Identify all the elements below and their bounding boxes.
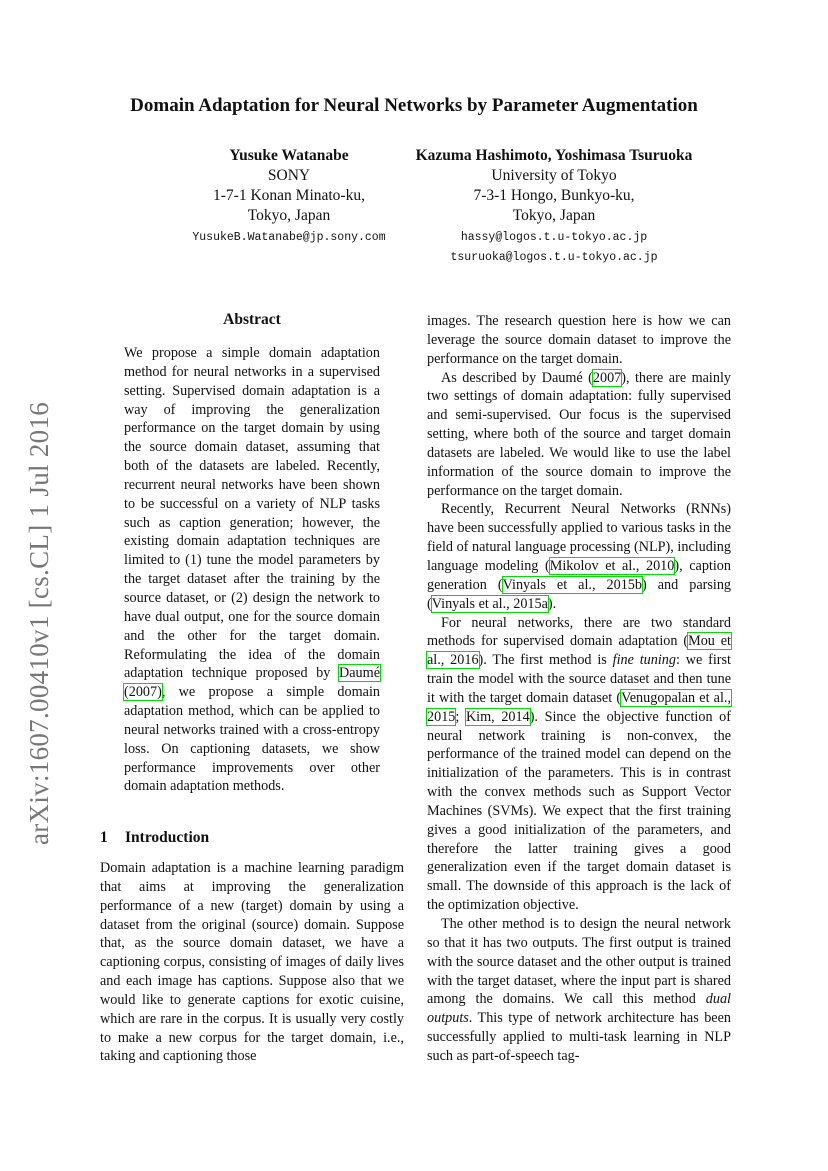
text-run: . This type of network architecture has been successfully applied to multi-task learning in NLP such as part-of-speech tag-: [427, 1010, 731, 1064]
text-run: ;: [455, 708, 466, 725]
text-run: , we propose a simple domain adaptation method, which can be applied to neural networks trained with a cross-entropy loss. On captioning datasets, we show performance improvements over other domain adaptation methods.: [124, 684, 380, 795]
citation-link[interactable]: Vinyals et al., 2015b: [502, 576, 642, 593]
emphasis: dual outputs: [427, 991, 731, 1027]
text-run: We propose a simple domain adaptation method for neural networks in a supervised setting. Supervised domain adaptation is a way of improving the generalization performance on the target domain by using the source domain dataset, assuming that both of the datasets are labeled. Recently, recurrent neural networks have been shown to be successful on a variety of NLP tasks such as caption generation; however, the existing domain adaptation techniques are limited to (1) tune the model parameters by the target dataset after the training by the source dataset, or (2) design the network to have dual output, one for the source domain and the other for the target domain. Reformulating the idea of the domain adaptation technique proposed by: [124, 345, 380, 682]
section-title: Introduction: [125, 829, 210, 846]
text-run: ). The first method is: [478, 652, 613, 669]
text-run: ) and parsing (: [427, 576, 732, 612]
author-address: 7-3-1 Hongo, Bunkyo-ku,: [473, 187, 635, 204]
text-run: ), there are mainly two settings of domain adaptation: fully supervised and semi-supervised. Our focus is the supervised setting, where both of the source and target domain datasets are labeled. We would like to use the label information of the source domain to improve the performance on the target domain.: [427, 369, 731, 499]
author-city: Tokyo, Japan: [247, 207, 331, 224]
author-city: Tokyo, Japan: [512, 207, 596, 224]
emphasis: fine tuning: [612, 652, 676, 669]
abstract-text: [124, 344, 380, 796]
intro-paragraph: [100, 859, 404, 1066]
author-block-1: [168, 146, 410, 248]
right-column: [427, 312, 731, 1066]
citation-link[interactable]: Daumé (2007): [124, 665, 380, 701]
paragraph: [427, 369, 731, 501]
author-affiliation: University of Tokyo: [491, 167, 617, 184]
author-name: Kazuma Hashimoto, Yoshimasa Tsuruoka: [415, 147, 693, 164]
paragraph: images. The research question here is how we can leverage the source domain dataset to improve the performance on the target domain.: [427, 313, 731, 367]
text-run: For neural networks, there are two standard methods for supervised domain adaptation (: [427, 614, 731, 650]
citation-link[interactable]: Vinyals et al., 2015a: [431, 595, 548, 612]
author-email: YusukeB.Watanabe@jp.sony.com: [192, 231, 386, 244]
author-email: hassy@logos.t.u-tokyo.ac.jp: [460, 231, 648, 244]
text-run: ).: [547, 595, 557, 612]
abstract-heading: Abstract: [223, 311, 281, 328]
author-block-2: [400, 146, 708, 268]
text-run: As described by Daumé (: [441, 369, 593, 386]
citation-link[interactable]: Mou et al., 2016: [427, 633, 731, 669]
citation-link[interactable]: Mikolov et al., 2010: [549, 557, 675, 574]
paragraph: [427, 500, 731, 613]
citation-link[interactable]: Kim, 2014: [465, 708, 530, 725]
paper-title: Domain Adaptation for Neural Networks by Parameter Augmentation: [130, 95, 698, 116]
section-heading: [100, 829, 209, 847]
arxiv-identifier: arXiv:1607.00410v1 [cs.CL] 1 Jul 2016: [24, 401, 54, 845]
text-run: ), caption generation (: [427, 557, 731, 593]
citation-link[interactable]: Venugopalan et al., 2015: [427, 689, 732, 725]
citation-link[interactable]: 2007: [592, 369, 622, 386]
author-affiliation: SONY: [267, 167, 311, 184]
author-name: Yusuke Watanabe: [229, 147, 349, 164]
text-run: : we first train the model with the source dataset and then tune it with the target domain dataset (: [427, 652, 731, 706]
author-email: tsuruoka@logos.t.u-tokyo.ac.jp: [450, 251, 658, 264]
text-run: Recently, Recurrent Neural Networks (RNNs) have been successfully applied to various tasks in the field of natural language processing (NLP), including language modeling (: [427, 501, 731, 574]
paragraph: [427, 915, 731, 1066]
paragraph: [427, 614, 731, 916]
paragraph: Domain adaptation is a machine learning paradigm that aims at improving the generalization performance of a new (target) domain by using a dataset from the original (source) domain. Suppose that, as the source domain dataset, we have a captioning corpus, consisting of images of daily lives and each image has captions. Suppose also that we would like to generate captions for exotic cuisine, which are rare in the corpus. It is usually very costly to make a new corpus for the target domain, i.e., taking and captioning those: [100, 860, 404, 1065]
author-address: 1-7-1 Konan Minato-ku,: [213, 187, 365, 204]
section-number: 1: [100, 829, 108, 846]
text-run: ). Since the objective function of neural network training is non-convex, the performance of the trained model can depend on the initialization of the parameters. This is in contrast with the convex methods such as Support Vector Machines (SVMs). We expect that the first training gives a good initialization of the parameters, and therefore the latter training gives a good generalization even if the target domain dataset is small. The downside of this approach is the lack of the optimization objective.: [427, 708, 731, 914]
text-run: The other method is to design the neural network so that it has two outputs. The first output is trained with the source dataset and the other output is trained with the target dataset, where the input part is shared among the domains. We call this method: [427, 916, 731, 1008]
